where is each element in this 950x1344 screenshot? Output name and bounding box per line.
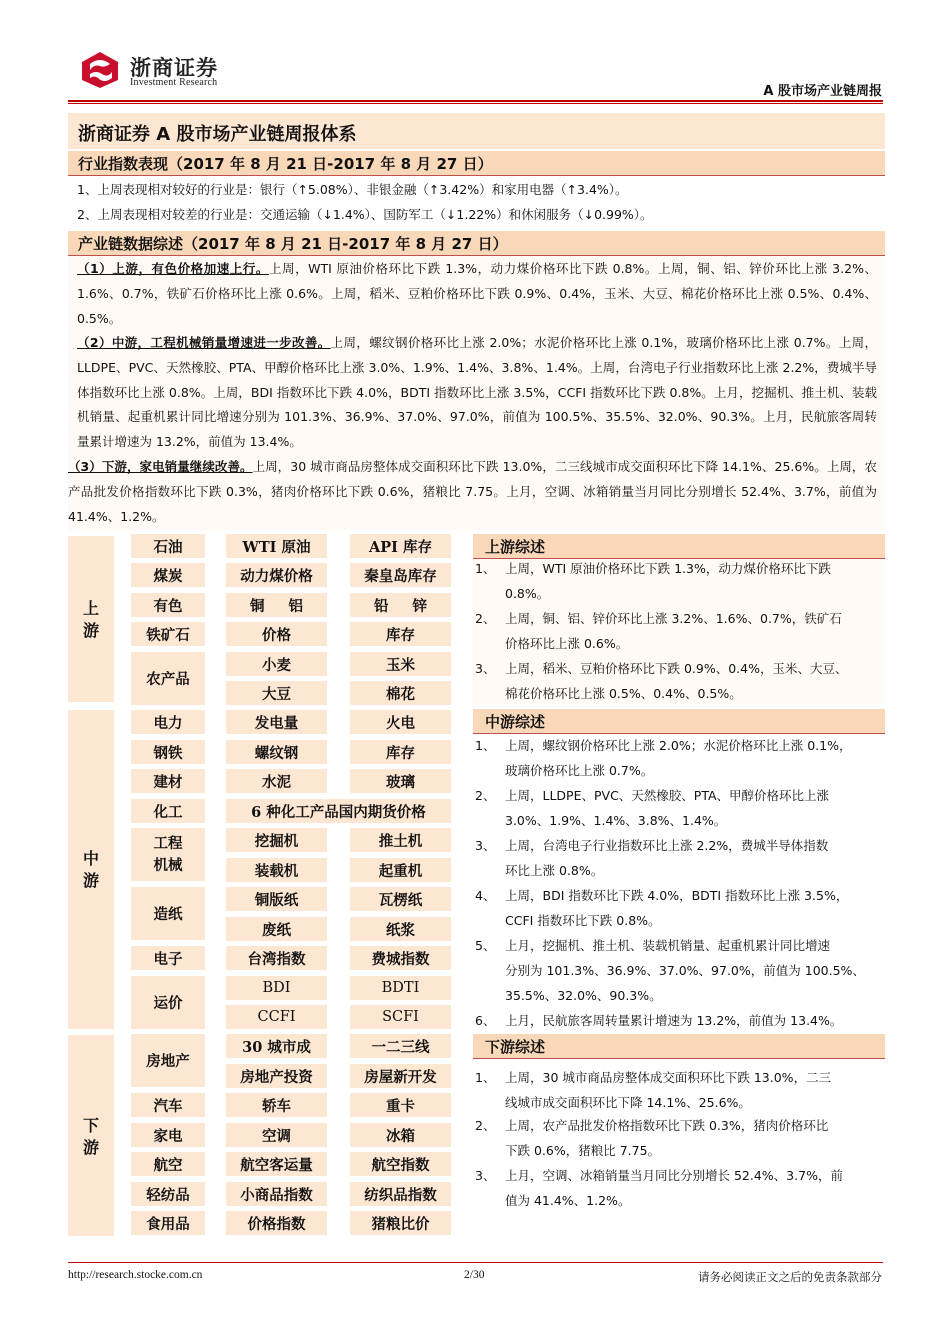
item-line: 值为 41.4%、1.2%。 — [505, 1193, 631, 1208]
item-number: 3、 — [475, 661, 496, 676]
upstream-lead: （1）上游，有色价格加速上行。 — [77, 261, 269, 276]
cat-chemicals: 化工 — [131, 799, 205, 823]
item-line: 上周，30 城市商品房整体成交面积环比下跌 13.0%，二三 — [505, 1070, 832, 1085]
ind-soybean: 大豆 — [226, 681, 327, 705]
side-upstream — [68, 536, 114, 702]
item-line: 玻璃价格环比上涨 0.7%。 — [505, 763, 654, 778]
item-number: 2、 — [475, 788, 496, 803]
ind-glass: 玻璃 — [350, 769, 451, 793]
side-downstream — [68, 1035, 114, 1236]
item-line: 上月，空调、冰箱销量当月同比分别增长 52.4%、3.7%，前 — [505, 1168, 843, 1183]
cat-real-estate: 房地产 — [131, 1034, 205, 1087]
item-line: 上月，民航旅客周转量累计增速为 13.2%，前值为 13.4%。 — [505, 1013, 843, 1028]
page-title-bar — [68, 113, 885, 149]
side-upstream-char1: 上 — [82, 599, 99, 618]
cat-nonferrous: 有色 — [131, 593, 205, 617]
ind-cotton: 棉花 — [350, 681, 451, 705]
ind-lead-zinc — [350, 593, 451, 617]
ind-zinc: 锌 — [412, 597, 427, 615]
item-number: 3、 — [475, 838, 496, 853]
ind-ore-inventory: 库存 — [350, 622, 451, 646]
ind-corn: 玉米 — [350, 652, 451, 676]
cat-oil: 石油 — [131, 534, 205, 558]
item-number: 4、 — [475, 888, 496, 903]
logo-subtitle: Investment Research — [130, 77, 218, 88]
upstream-summary-heading — [473, 534, 885, 558]
ind-copper-aluminum — [226, 593, 327, 617]
item-line: 价格环比上涨 0.6%。 — [505, 636, 629, 651]
cat-power: 电力 — [131, 710, 205, 734]
ind-30-cities: 30 城市成 — [226, 1034, 327, 1058]
industry-heading-text: 行业指数表现（2017 年 8 月 21 日-2017 年 8 月 27 日） — [78, 155, 493, 173]
ind-qhd-inventory: 秦皇岛库存 — [350, 563, 451, 587]
page-title: 浙商证券 A 股市场产业链周报体系 — [78, 124, 357, 145]
upstream-summary-title: 上游综述 — [485, 538, 546, 556]
midstream-paragraph — [77, 331, 877, 455]
side-midstream-char2: 游 — [82, 871, 99, 890]
ind-steel-inventory: 库存 — [350, 740, 451, 764]
downstream-text: 上周，30 城市商品房整体成交面积环比下跌 13.0%，二三线城市成交面积环比下降 14.1%、25.6%。上周，农产品批发价格指数环比下跌 0.3%，猪肉价格环比下跌 0.6%，猪粮比 7.75。上月，空调、冰箱销量当月同比分别增长 52.4%、3.7%，前值为 41.4%、1.2%。 — [68, 459, 877, 524]
ind-rebar: 螺纹钢 — [226, 740, 327, 764]
ind-bdi: BDI — [226, 976, 327, 1000]
item-line: 上月，挖掘机、推土机、装载机销量、起重机累计同比增速 — [505, 938, 831, 953]
side-midstream-char1: 中 — [82, 849, 99, 868]
item-line: 3.0%、1.9%、1.4%、3.8%、1.4%。 — [505, 813, 727, 828]
logo-icon — [78, 50, 122, 90]
header-divider — [68, 100, 883, 102]
item-number: 1、 — [475, 561, 496, 576]
item-line: 上周，铜、铝、锌价环比上涨 3.2%、1.6%、0.7%，铁矿石 — [505, 611, 842, 626]
cat-light-textile: 轻纺品 — [131, 1182, 205, 1206]
side-midstream — [68, 710, 114, 1029]
ind-pulp: 纸浆 — [350, 917, 451, 941]
ind-refrigerator: 冰箱 — [350, 1123, 451, 1147]
ind-taiwan-index: 台湾指数 — [226, 946, 327, 970]
cat-machinery-line1: 工程 — [153, 834, 183, 852]
cat-machinery — [131, 828, 205, 881]
cat-paper: 造纸 — [131, 887, 205, 940]
item-number: 5、 — [475, 938, 496, 953]
upstream-paragraph — [77, 257, 877, 331]
industry-worst-line: 2、上周表现相对较差的行业是：交通运输（↓1.4%）、国防军工（↓1.22%）和休闲服务（↓0.99%）。 — [77, 207, 653, 222]
ind-sox-index: 费城指数 — [350, 946, 451, 970]
ind-ore-price: 价格 — [226, 622, 327, 646]
item-line: 上周，农产品批发价格指数环比下跌 0.3%，猪肉价格环比 — [505, 1118, 829, 1133]
midstream-text: 上周，螺纹钢价格环比上涨 2.0%；水泥价格环比上涨 0.1%，玻璃价格环比上涨 0.7%。上周，LLDPE、PVC、天然橡胶、PTA、甲醇价格环比上涨 3.0%、1.9%、1.4%、3.8%、1.4%。上周，台湾电子行业指数环比上涨 2.2%，费城半导体指数环比上涨 0.8%。上周，BDI 指数环比下跌 4.0%，BDTI 指数环比上涨 3.5%，CCFI 指数环比下跌 0.8%。上月，挖掘机、推土机、装载机销量、起重机累计同比增速分别为 101.3%、36.9%、37.0%、97.0%，前值为 100.5%、35.5%、32.0%、90.3%。上月，民航旅客周转量累计增速为 13.2%，前值为 13.4%。 — [77, 335, 877, 450]
item-line: 线城市成交面积环比下降 14.1%、25.6%。 — [505, 1095, 751, 1110]
ind-wheat: 小麦 — [226, 652, 327, 676]
item-line: 上周，WTI 原油价格环比下跌 1.3%，动力煤价格环比下跌 — [505, 561, 831, 576]
item-number: 1、 — [475, 1070, 496, 1085]
downstream-summary-rule — [473, 1058, 885, 1059]
item-line: 分别为 101.3%、36.9%、37.0%、97.0%，前值为 100.5%、 — [505, 963, 865, 978]
ind-re-investment: 房地产投资 — [226, 1064, 327, 1088]
industry-section-heading — [68, 151, 885, 175]
side-upstream-char2: 游 — [82, 621, 99, 640]
ind-api-inventory: API 库存 — [350, 534, 451, 558]
ind-cement: 水泥 — [226, 769, 327, 793]
ind-tier-cities: 一二三线 — [350, 1034, 451, 1058]
ind-ccfi: CCFI — [226, 1005, 327, 1029]
item-line: 上周，螺纹钢价格环比上涨 2.0%；水泥价格环比上涨 0.1%， — [505, 738, 852, 753]
cat-appliances: 家电 — [131, 1123, 205, 1147]
footer-url-link[interactable]: http://research.stocke.com.cn — [68, 1269, 203, 1281]
ind-passenger-volume: 航空客运量 — [226, 1152, 327, 1176]
item-line: CCFI 指数环比下跌 0.8%。 — [505, 913, 661, 928]
item-line: 0.8%。 — [505, 586, 550, 601]
item-number: 6、 — [475, 1013, 496, 1028]
ind-hog-grain-ratio: 猪粮比价 — [350, 1211, 451, 1235]
ind-corrugated-paper: 瓦楞纸 — [350, 887, 451, 911]
ind-air-conditioner: 空调 — [226, 1123, 327, 1147]
midstream-lead: （2）中游，工程机械销量增速进一步改善。 — [77, 335, 331, 350]
item-number: 2、 — [475, 611, 496, 626]
ind-excavator: 挖掘机 — [226, 828, 327, 852]
item-line: 上周，稻米、豆粕价格环比下跌 0.9%、0.4%，玉米、大豆、 — [505, 661, 848, 676]
logo-text: 浙商证券 — [130, 55, 218, 80]
upstream-text: 上周，WTI 原油价格环比下跌 1.3%，动力煤价格环比下跌 0.8%。上周，铜、铝、锌价环比上涨 3.2%、1.6%、0.7%，铁矿石价格环比上涨 0.6%。上周，稻米、豆粕价格环比下跌 0.9%、0.4%，玉米、大豆、棉花价格环比上涨 0.5%、0.4%、0.5%。 — [77, 261, 877, 326]
ind-coated-paper: 铜版纸 — [226, 887, 327, 911]
header-divider-thin — [68, 103, 883, 104]
cat-iron-ore: 铁矿石 — [131, 622, 205, 646]
midstream-summary-heading — [473, 709, 885, 733]
ind-generation: 发电量 — [226, 710, 327, 734]
ind-aluminum: 铝 — [288, 597, 303, 615]
ind-scfi: SCFI — [350, 1005, 451, 1029]
midstream-summary-title: 中游综述 — [485, 713, 546, 731]
item-line: 上周，BDI 指数环比下跌 4.0%，BDTI 指数环比上涨 3.5%， — [505, 888, 849, 903]
industry-heading-rule — [68, 175, 885, 176]
item-line: 环比上涨 0.8%。 — [505, 863, 604, 878]
ind-cars: 轿车 — [226, 1093, 327, 1117]
cat-steel: 钢铁 — [131, 740, 205, 764]
report-series-title: A 股市场产业链周报 — [763, 84, 882, 99]
ind-thermal-coal: 动力煤价格 — [226, 563, 327, 587]
ind-bdti: BDTI — [350, 976, 451, 1000]
cat-coal: 煤炭 — [131, 563, 205, 587]
ind-commodity-index: 小商品指数 — [226, 1182, 327, 1206]
chain-section-heading — [68, 231, 885, 255]
ind-new-starts: 房屋新开发 — [350, 1064, 451, 1088]
item-number: 3、 — [475, 1168, 496, 1183]
item-line: 棉花价格环比上涨 0.5%、0.4%、0.5%。 — [505, 686, 742, 701]
ind-lead: 铅 — [374, 597, 389, 615]
cat-freight: 运价 — [131, 976, 205, 1029]
item-line: 35.5%、32.0%、90.3%。 — [505, 988, 662, 1003]
ind-heavy-trucks: 重卡 — [350, 1093, 451, 1117]
downstream-summary-heading — [473, 1034, 885, 1058]
downstream-lead: （3）下游，家电销量继续改善。 — [68, 459, 253, 474]
footer-disclaimer: 请务必阅读正文之后的免责条款部分 — [698, 1272, 882, 1284]
cat-food: 食用品 — [131, 1211, 205, 1235]
item-line: 上周，LLDPE、PVC、天然橡胶、PTA、甲醇价格环比上涨 — [505, 788, 830, 803]
cat-electronics: 电子 — [131, 946, 205, 970]
ind-thermal-power: 火电 — [350, 710, 451, 734]
ind-loader: 装载机 — [226, 858, 327, 882]
item-line: 上周，台湾电子行业指数环比上涨 2.2%，费城半导体指数 — [505, 838, 829, 853]
industry-best-line: 1、上周表现相对较好的行业是：银行（↑5.08%）、非银金融（↑3.42%）和家用电器（↑3.4%）。 — [77, 182, 628, 197]
item-number: 1、 — [475, 738, 496, 753]
chain-heading-text: 产业链数据综述（2017 年 8 月 21 日-2017 年 8 月 27 日） — [78, 235, 508, 253]
side-downstream-char2: 游 — [82, 1138, 99, 1157]
cat-aviation: 航空 — [131, 1152, 205, 1176]
cat-machinery-line2: 机械 — [153, 856, 183, 874]
footer-divider — [68, 1262, 883, 1263]
side-downstream-char1: 下 — [82, 1116, 99, 1135]
cat-agriculture: 农产品 — [131, 652, 205, 705]
cat-auto: 汽车 — [131, 1093, 205, 1117]
ind-bulldozer: 推土机 — [350, 828, 451, 852]
downstream-paragraph — [68, 455, 877, 529]
item-line: 下跌 0.6%，猪粮比 7.75。 — [505, 1143, 661, 1158]
cat-building-materials: 建材 — [131, 769, 205, 793]
ind-aviation-index: 航空指数 — [350, 1152, 451, 1176]
item-number: 2、 — [475, 1118, 496, 1133]
page-number: 2/30 — [464, 1269, 485, 1281]
ind-chemical-futures: 6 种化工产品国内期货价格 — [226, 799, 451, 823]
ind-waste-paper: 废纸 — [226, 917, 327, 941]
ind-copper: 铜 — [250, 597, 265, 615]
ind-textile-index: 纺织品指数 — [350, 1182, 451, 1206]
ind-price-index: 价格指数 — [226, 1211, 327, 1235]
ind-wti: WTI 原油 — [226, 534, 327, 558]
downstream-summary-title: 下游综述 — [485, 1038, 546, 1056]
ind-crane: 起重机 — [350, 858, 451, 882]
